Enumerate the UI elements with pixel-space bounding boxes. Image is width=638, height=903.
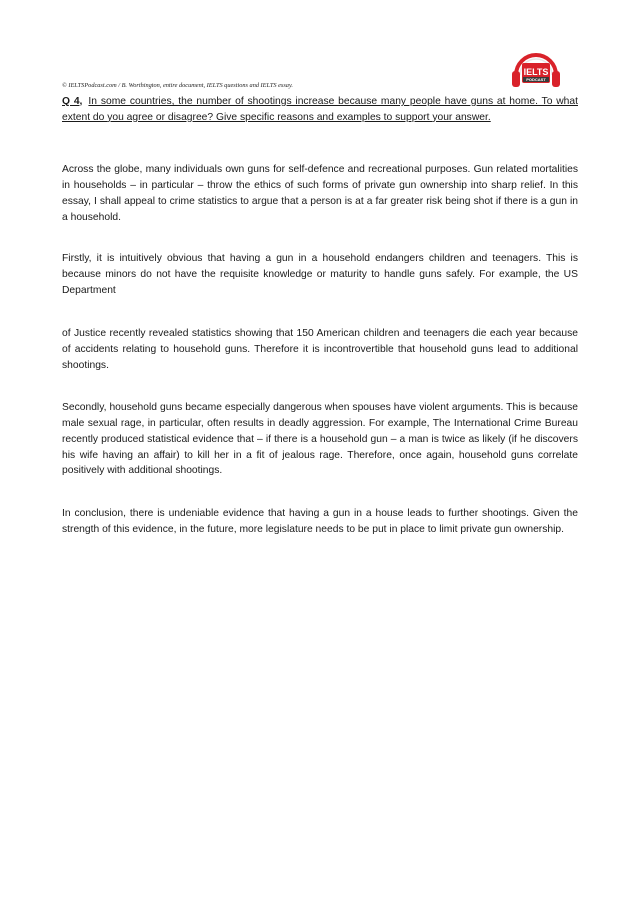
- headphones-logo-icon: [506, 45, 566, 95]
- question-number: Q 4,: [62, 96, 83, 107]
- paragraph-second-argument: Secondly, household guns became especially dangerous when spouses have violent arguments. This is because male sexual rage, in particular, often results in deadly aggression. For example, The International Crime Bureau recently produced statistical evidence that – if there is a household gun – a man is twice as likely (if he discovers his wife having an affair) to kill her in a fit of jealous rage. Therefore, once again, household guns correlate positively with additional shootings.: [62, 402, 578, 477]
- paragraph-first-argument: Firstly, it is intuitively obvious that having a gun in a household endangers children and teenagers. This is because minors do not have the requisite knowledge or maturity to handle guns safely. For example, the US Department: [62, 253, 578, 296]
- question-text: In some countries, the number of shootings increase because many people have guns at home. To what extent do you agree or disagree? Give specific reasons and examples to support your answer.: [62, 96, 578, 123]
- paragraph-introduction: Across the globe, many individuals own guns for self-defence and recreational purposes. Gun related mortalities in households – in particular – throw the ethics of such forms of private gun ownership into sharp relief. In this essay, I shall appeal to crime statistics to argue that a person is at a far greater risk being shot if there is a gun in a household.: [62, 164, 578, 223]
- paragraph-first-argument-continued: of Justice recently revealed statistics showing that 150 American children and teenagers die each year because of accidents relating to household guns. Therefore it is incontrovertible that household guns lead to additional shootings.: [62, 328, 578, 371]
- essay-body: [62, 94, 578, 537]
- ielts-podcast-logo: [506, 45, 566, 95]
- paragraph-conclusion: In conclusion, there is undeniable evidence that having a gun in a house leads to further shootings. Given the strength of this evidence, in the future, more legislature needs to be put in place to limit private gun ownership.: [62, 507, 578, 535]
- logo-text-top: IELTS: [523, 67, 549, 77]
- essay-question: [62, 94, 578, 125]
- logo-text-bottom: PODCAST: [526, 77, 546, 82]
- copyright-notice: © IELTSPodcast.com / B. Worthington, entire document, IELTS questions and IELTS essay.: [62, 82, 293, 89]
